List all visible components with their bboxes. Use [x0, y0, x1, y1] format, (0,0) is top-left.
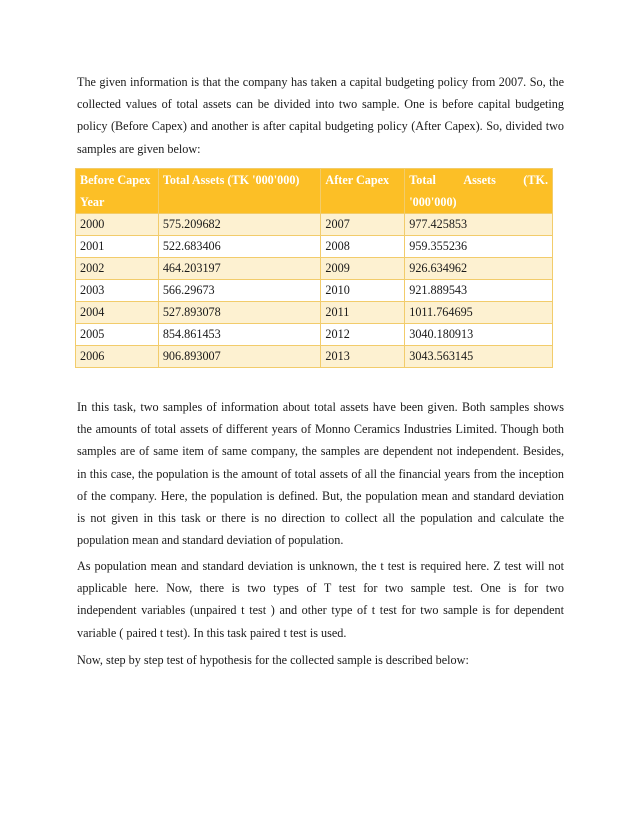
cell-after-year: 2011 — [321, 302, 405, 324]
table-row — [76, 280, 553, 302]
table-row — [76, 346, 553, 368]
cell-before-assets: 566.29673 — [158, 280, 321, 302]
header-after-assets — [405, 169, 553, 214]
header-before-year-line2: Year — [80, 195, 105, 209]
cell-before-year: 2005 — [76, 324, 159, 346]
cell-after-year: 2007 — [321, 214, 405, 236]
cell-before-assets: 854.861453 — [158, 324, 321, 346]
cell-before-year: 2003 — [76, 280, 159, 302]
cell-after-year: 2009 — [321, 258, 405, 280]
cell-before-assets: 575.209682 — [158, 214, 321, 236]
cell-before-assets: 522.683406 — [158, 236, 321, 258]
closing-paragraph — [77, 649, 564, 671]
cell-before-assets: 527.893078 — [158, 302, 321, 324]
intro-line: samples are given below: — [77, 141, 201, 156]
cell-after-assets: 926.634962 — [405, 258, 553, 280]
cell-after-assets: 1011.764695 — [405, 302, 553, 324]
cell-after-assets: 977.425853 — [405, 214, 553, 236]
header-after-year: After Capex — [321, 169, 405, 214]
intro-line: The given information is that the company has taken a capital budgeting policy from 2007. So, the — [77, 75, 564, 89]
task-line: population mean and standard deviation of population. — [77, 533, 344, 548]
table-row — [76, 214, 553, 236]
header-before-assets: Total Assets (TK '000'000) — [158, 169, 321, 214]
header-after-assets-word: Total — [409, 173, 436, 187]
header-after-assets-line2: '000'000) — [409, 195, 457, 209]
header-before-year — [76, 169, 159, 214]
header-after-assets-word: (TK. — [523, 173, 548, 187]
capex-assets-table — [75, 168, 553, 368]
cell-before-year: 2000 — [76, 214, 159, 236]
cell-after-year: 2010 — [321, 280, 405, 302]
header-after-assets-line1 — [409, 169, 548, 191]
cell-after-year: 2012 — [321, 324, 405, 346]
table-row — [76, 236, 553, 258]
table-row — [76, 302, 553, 324]
cell-after-year: 2013 — [321, 346, 405, 368]
closing-line: Now, step by step test of hypothesis for the collected sample is described below: — [77, 653, 469, 667]
header-before-year-line1: Before Capex — [80, 173, 151, 187]
cell-before-year: 2004 — [76, 302, 159, 324]
table-row — [76, 324, 553, 346]
intro-line: collected values of total assets can be divided into two sample. One is before capital budgeting — [77, 97, 564, 112]
intro-line: policy (Before Capex) and another is after capital budgeting policy (After Capex). So, divided two — [77, 119, 564, 134]
cell-before-year: 2002 — [76, 258, 159, 280]
ttest-line: independent variables (unpaired t test ) and other type of t test for two sample is for dependent — [77, 603, 564, 618]
table-header-row — [76, 169, 553, 214]
cell-after-assets: 921.889543 — [405, 280, 553, 302]
table-row — [76, 258, 553, 280]
cell-after-year: 2008 — [321, 236, 405, 258]
task-paragraph — [77, 396, 564, 551]
task-line: in this case, the population is the amount of total assets of all the financial years from the inception — [77, 466, 564, 481]
task-line: is not given in this task or there is no direction to collect all the population and calculate the — [77, 511, 564, 526]
task-line: In this task, two samples of information about total assets have been given. Both samples shows — [77, 400, 564, 414]
intro-paragraph — [77, 71, 564, 160]
cell-before-assets: 906.893007 — [158, 346, 321, 368]
ttest-line: applicable here. Now, there is two types of T test for two sample test. One is for two — [77, 581, 564, 596]
task-line: samples are of same item of same company, the samples are dependent not independent. Besides, — [77, 444, 564, 459]
cell-after-assets: 3040.180913 — [405, 324, 553, 346]
task-line: of the company. Here, the population is defined. But, the population mean and standard deviation — [77, 488, 564, 503]
header-after-assets-word: Assets — [463, 173, 496, 187]
cell-before-year: 2001 — [76, 236, 159, 258]
ttest-line: As population mean and standard deviation is unknown, the t test is required here. Z test will not — [77, 559, 564, 573]
cell-before-year: 2006 — [76, 346, 159, 368]
ttest-paragraph — [77, 555, 564, 644]
ttest-line: variable ( paired t test). In this task paired t test is used. — [77, 625, 347, 640]
cell-after-assets: 959.355236 — [405, 236, 553, 258]
cell-before-assets: 464.203197 — [158, 258, 321, 280]
task-line: the amounts of total assets of different years of Monno Ceramics Industries Limited. Though both — [77, 422, 564, 437]
cell-after-assets: 3043.563145 — [405, 346, 553, 368]
